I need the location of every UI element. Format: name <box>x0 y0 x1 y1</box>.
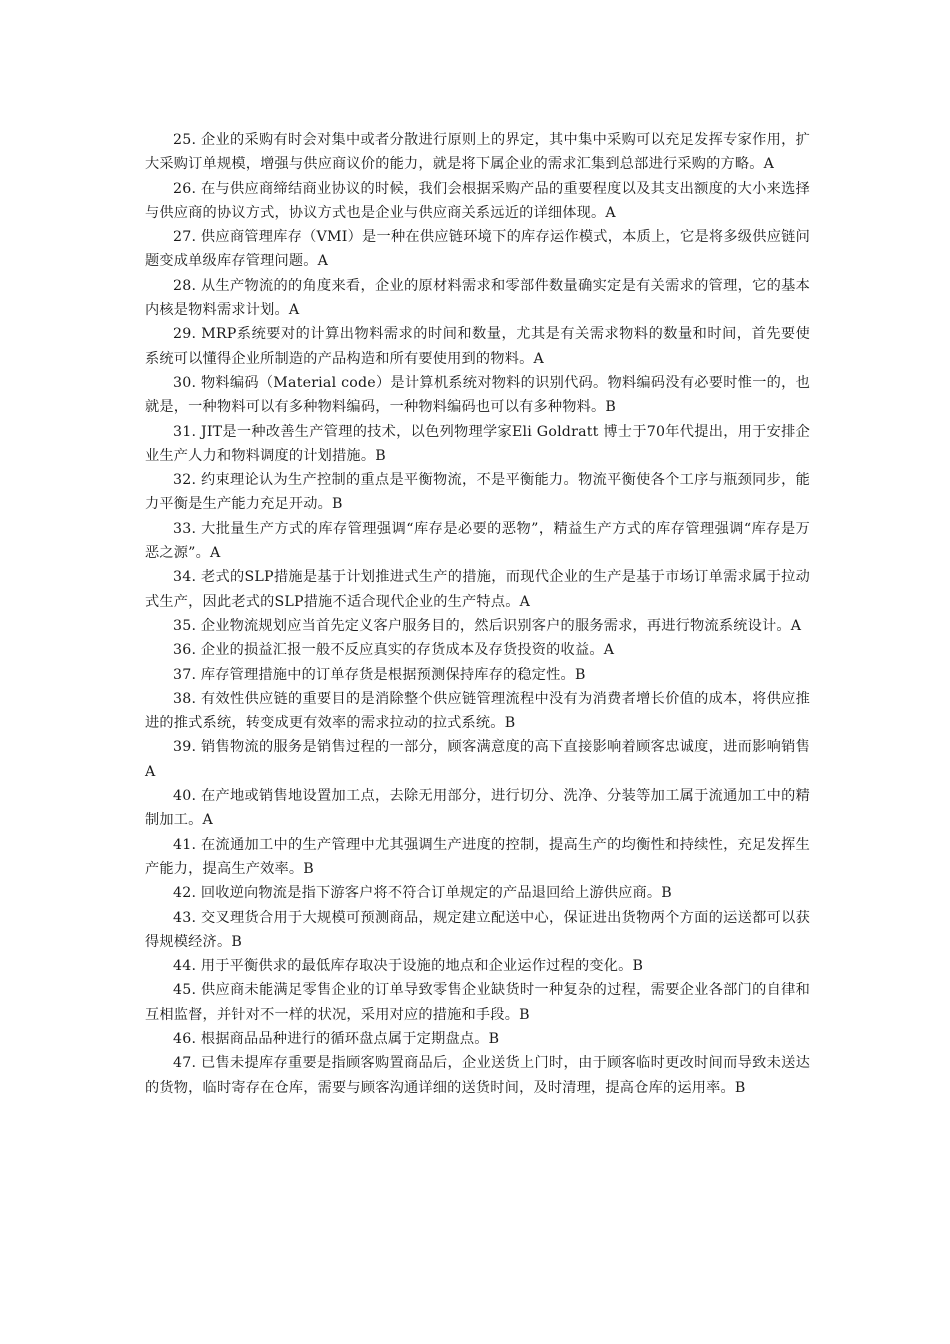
question-29: 29. MRP系统要对的计算出物料需求的时间和数量，尤其是有关需求物料的数量和时间，首先要使系统可以懂得企业所制造的产品构造和所有要使用到的物料。A <box>145 326 810 367</box>
question-36: 36. 企业的损益汇报一般不反应真实的存货成本及存货投资的收益。A <box>173 642 615 659</box>
question-45: 45. 供应商未能满足零售企业的订单导致零售企业缺货时一种复杂的过程，需要企业各部门的自律和互相监督，并针对不一样的状况，采用对应的措施和手段。B <box>145 982 810 1023</box>
question-32: 32. 约束理论认为生产控制的重点是平衡物流，不是平衡能力。物流平衡使各个工序与瓶颈同步，能力平衡是生产能力充足开动。B <box>145 472 810 513</box>
question-38: 38. 有效性供应链的重要目的是消除整个供应链管理流程中没有为消费者增长价值的成本，将供应推进的推式系统，转变成更有效率的需求拉动的拉式系统。B <box>145 690 810 732</box>
question-43: 43. 交叉理货合用于大规模可预测商品，规定建立配送中心，保证进出货物两个方面的运送都可以获得规模经济。B <box>145 909 810 950</box>
question-46: 46. 根据商品品种进行的循环盘点属于定期盘点。B <box>173 1030 500 1047</box>
question-30: 30. 物料编码（Material code）是计算机系统对物料的识别代码。物料编码没有必要时惟一的，也就是，一种物料可以有多种物料编码，一种物料编码也可以有多种物料。B <box>145 374 810 416</box>
question-40: 40. 在产地或销售地设置加工点，去除无用部分，进行切分、洗净、分装等加工属于流通加工中的精制加工。A <box>145 788 810 829</box>
question-44: 44. 用于平衡供求的最低库存取决于设施的地点和企业运作过程的变化。B <box>173 958 644 975</box>
question-47: 47. 已售未提库存重要是指顾客购置商品后，企业送货上门时，由于顾客临时更改时间而导致未送达的货物，临时寄存在仓库，需要与顾客沟通详细的送货时间，及时清理，提高仓库的运用率。B <box>145 1055 810 1096</box>
question-37: 37. 库存管理措施中的订单存货是根据预测保持库存的稳定性。B <box>173 666 586 683</box>
question-26: 26. 在与供应商缔结商业协议的时候，我们会根据采购产品的重要程度以及其支出额度的大小来选择与供应商的协议方式，协议方式也是企业与供应商关系远近的详细体现。A <box>145 180 810 221</box>
question-42: 42. 回收逆向物流是指下游客户将不符合订单规定的产品退回给上游供应商。B <box>173 885 672 902</box>
document-page <box>145 128 810 1100</box>
question-33: 33. 大批量生产方式的库存管理强调“库存是必要的恶物”，精益生产方式的库存管理强调“库存是万恶之源”。A <box>145 520 810 562</box>
question-31: 31. JIT是一种改善生产管理的技术，以色列物理学家Eli Goldratt 博士于70年代提出，用于安排企业生产人力和物料调度的计划措施。B <box>145 423 810 464</box>
question-27: 27. 供应商管理库存（VMI）是一种在供应链环境下的库存运作模式，本质上，它是将多级供应链问题变成单级库存管理问题。A <box>145 229 810 270</box>
question-25: 25. 企业的采购有时会对集中或者分散进行原则上的界定，其中集中采购可以充足发挥专家作用，扩大采购订单规模，增强与供应商议价的能力，就是将下属企业的需求汇集到总部进行采购的方略。A <box>145 132 810 173</box>
question-35: 35. 企业物流规划应当首先定义客户服务目的，然后识别客户的服务需求，再进行物流系统设计。A <box>173 617 802 634</box>
question-41: 41. 在流通加工中的生产管理中尤其强调生产进度的控制，提高生产的均衡性和持续性，充足发挥生产能力，提高生产效率。B <box>145 836 810 877</box>
question-28: 28. 从生产物流的的角度来看，企业的原材料需求和零部件数量确实定是有关需求的管理，它的基本内核是物料需求计划。A <box>145 277 810 319</box>
question-34: 34. 老式的SLP措施是基于计划推进式生产的措施，而现代企业的生产是基于市场订单需求属于拉动式生产，因此老式的SLP措施不适合现代企业的生产特点。A <box>145 569 810 610</box>
question-39: 39. 销售物流的服务是销售过程的一部分，顾客满意度的高下直接影响着顾客忠诚度，进而影响销售A <box>145 739 810 780</box>
